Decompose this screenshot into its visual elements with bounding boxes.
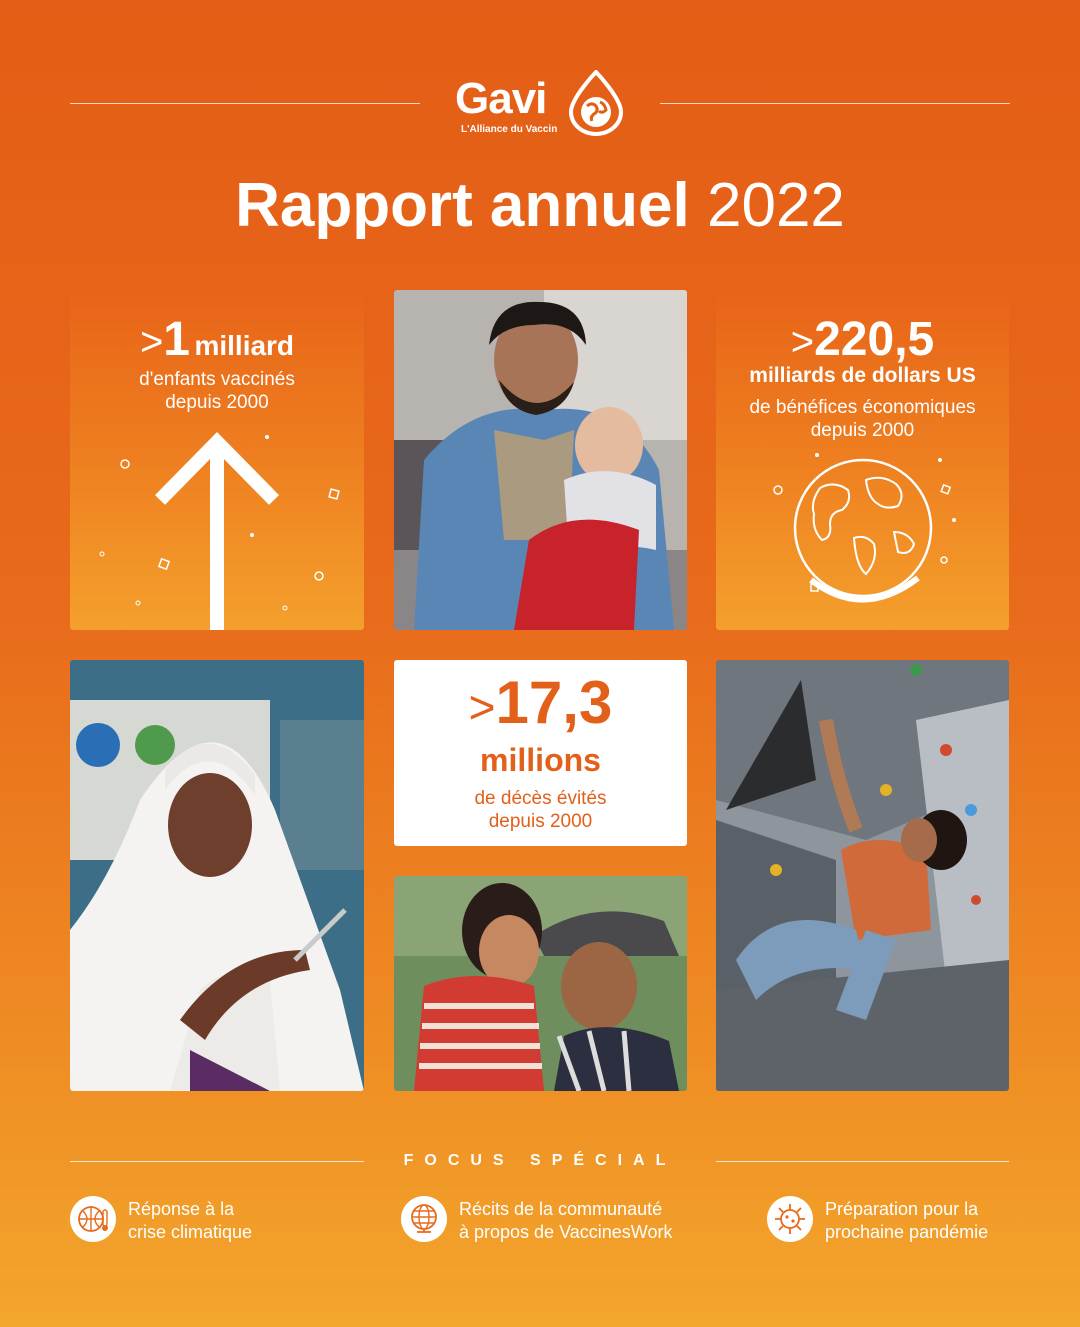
header-rule-right	[660, 103, 1010, 104]
focus-item-community[interactable]	[401, 1196, 701, 1248]
logo-drop-icon	[567, 70, 625, 136]
family-photo	[394, 876, 687, 1091]
focus-climate-line2: crise climatique	[128, 1222, 253, 1242]
virus-icon	[767, 1196, 813, 1242]
logo-tagline: L'Alliance du Vaccin	[461, 124, 558, 135]
stat-tile-deaths	[394, 660, 687, 846]
focus-climate-line1: Réponse à la	[128, 1199, 235, 1219]
climber-photo	[716, 660, 1009, 1091]
health-worker-photo	[70, 660, 364, 1091]
focus-pandemic-line2: prochaine pandémie	[825, 1222, 989, 1242]
gavi-logo[interactable]	[455, 70, 630, 138]
focus-community-line1: Récits de la communauté	[459, 1199, 663, 1219]
dollars-number: 220,5	[814, 313, 935, 366]
stat-tile-children	[70, 290, 364, 630]
logo-word: Gavi	[455, 74, 547, 123]
deaths-line1: de décès évités	[474, 788, 607, 809]
stat-tile-dollars	[716, 290, 1009, 630]
title-year: 2022	[706, 171, 845, 240]
children-line1: d'enfants vaccinés	[139, 369, 295, 390]
children-prefix: >	[139, 320, 164, 364]
deaths-line2: depuis 2000	[488, 811, 593, 832]
focus-label: FOCUS SPÉCIAL	[403, 1152, 677, 1169]
focus-item-climate[interactable]	[70, 1196, 330, 1248]
deaths-number: 17,3	[495, 669, 613, 736]
deaths-prefix: >	[468, 681, 496, 733]
earth-icon	[716, 450, 1009, 630]
page-title	[0, 170, 1080, 242]
dollars-line1: de bénéfices économiques	[749, 397, 976, 418]
focus-pandemic-text	[825, 1198, 988, 1244]
focus-climate-text	[128, 1198, 252, 1244]
children-line2: depuis 2000	[165, 392, 269, 413]
dollars-unit: milliards de dollars US	[749, 364, 976, 387]
title-main: Rapport annuel	[235, 171, 690, 240]
climate-globe-icon	[70, 1196, 116, 1242]
dollars-prefix: >	[790, 320, 815, 364]
globe-icon	[401, 1196, 447, 1242]
focus-community-text	[459, 1198, 672, 1244]
children-unit: milliard	[194, 330, 295, 361]
dollars-line2: depuis 2000	[810, 420, 915, 441]
header-rule-left	[70, 103, 420, 104]
focus-item-pandemic[interactable]	[767, 1196, 1009, 1248]
focus-pandemic-line1: Préparation pour la	[825, 1199, 979, 1219]
deaths-unit: millions	[480, 742, 601, 778]
up-arrow-icon	[70, 420, 364, 630]
children-number: 1	[163, 313, 190, 366]
focus-community-line2: à propos de VaccinesWork	[459, 1222, 673, 1242]
father-baby-photo	[394, 290, 687, 630]
